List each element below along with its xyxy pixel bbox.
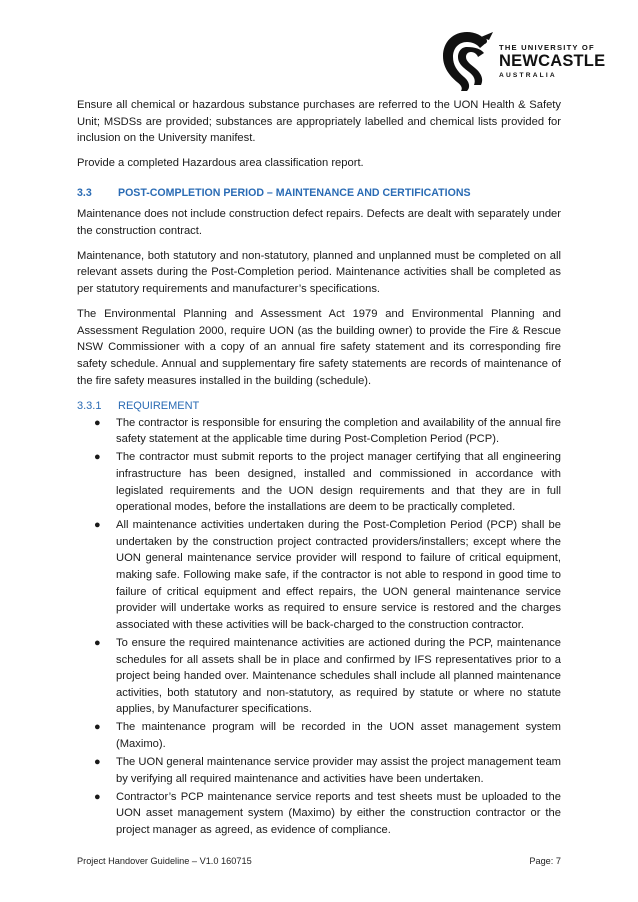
list-item <box>77 635 561 718</box>
university-logo <box>437 30 606 92</box>
subsection-title: REQUIREMENT <box>118 399 200 412</box>
bullet-icon: ● <box>94 416 101 429</box>
logo-text-line1: THE UNIVERSITY OF <box>499 43 595 52</box>
list-item-text: Contractor’s PCP maintenance service reports and test sheets must be uploaded to the UON asset management system (Maximo) by either the construction contractor or the project manager as agreed, as evidence of compliance. <box>116 790 561 836</box>
seahorse-logo-icon <box>437 30 495 92</box>
list-item-text: The contractor must submit reports to the project manager certifying that all engineering infrastructure has been designed, installed and commissioned in accordance with legislated requirements and the UON design requirements and that they are in full operational modes, before the installations are deem to be practically completed. <box>116 451 561 514</box>
list-item <box>77 415 561 448</box>
list-item-text: The maintenance program will be recorded in the UON asset management system (Maximo). <box>116 721 561 750</box>
section-heading <box>77 185 561 201</box>
footer-document-title: Project Handover Guideline – V1.0 160715 <box>77 856 252 866</box>
bullet-icon: ● <box>94 756 101 769</box>
logo-text-line3: AUSTRALIA <box>499 72 557 79</box>
section-number: 3.3 <box>77 186 92 199</box>
list-item <box>77 719 561 752</box>
list-item <box>77 789 561 839</box>
section-paragraph: Maintenance, both statutory and non-statutory, planned and unplanned must be completed on all relevant assets during the Post-Completion period. Maintenance activities shall be completed as per statutory requirements and manufacturer’s specifications. <box>77 249 561 295</box>
bullet-icon: ● <box>94 636 101 649</box>
bullet-icon: ● <box>94 721 101 734</box>
subsection-heading <box>77 398 561 414</box>
intro-paragraph: Ensure all chemical or hazardous substance purchases are referred to the UON Health & Safety Unit; MSDSs are provided; substances are appropriately labelled and chemical lists provided for inclusion on the University manifest. <box>77 99 561 145</box>
requirement-list <box>77 415 561 839</box>
section-paragraph: Maintenance does not include construction defect repairs. Defects are dealt with separately under the construction contract. <box>77 207 561 237</box>
bullet-icon: ● <box>94 451 101 464</box>
list-item-text: The UON general maintenance service provider may assist the project management team by verifying all required maintenance and activities have been undertaken. <box>116 756 561 785</box>
page-content <box>77 97 561 840</box>
list-item <box>77 754 561 787</box>
footer-page-number: Page: 7 <box>529 856 561 866</box>
bullet-icon: ● <box>94 519 101 532</box>
list-item-text: The contractor is responsible for ensuring the completion and availability of the annual fire safety statement at the applicable time during Post-Completion Period (PCP). <box>116 416 561 446</box>
bullet-icon: ● <box>94 790 101 803</box>
section-paragraph: The Environmental Planning and Assessment Act 1979 and Environmental Planning and Assessment Regulation 2000, require UON (as the building owner) to provide the Fire & Rescue NSW Commissioner with a copy of an annual fire safety statement and its corresponding fire safety schedule. Annual and supplementary fire safety statements are records of maintenance of the fire safety measures installed in the building (schedule). <box>77 308 561 387</box>
section-title: POST-COMPLETION PERIOD – MAINTENANCE AND CERTIFICATIONS <box>118 186 471 199</box>
page-footer <box>77 856 561 866</box>
list-item <box>77 449 561 515</box>
logo-text-line2: NEWCASTLE <box>499 52 606 70</box>
subsection-number: 3.3.1 <box>77 399 102 412</box>
list-item-text: To ensure the required maintenance activities are actioned during the PCP, maintenance schedules for all assets shall be in place and confirmed by IFS representatives prior to a project being handed over. Maintenance schedules shall include all planned maintenance activities, both statutory and non-statutory, as required by statute or where no statute applies, by Manufacturer specifications. <box>116 636 561 716</box>
list-item-text: All maintenance activities undertaken during the Post-Completion Period (PCP) shall be undertaken by the construction project contracted providers/installers; except where the UON general maintenance service provider will respond to failure of critical equipment, making safe. Following make safe, if the contractor is not able to respond in good time to failure of critical equipment and effect repairs, the UON general maintenance service provider will undertake works as required to ensure service is restored and the charges associated with these activities will be back-charged to the construction contractor. <box>116 519 561 631</box>
intro-paragraph: Provide a completed Hazardous area classification report. <box>77 157 364 170</box>
list-item <box>77 517 561 633</box>
